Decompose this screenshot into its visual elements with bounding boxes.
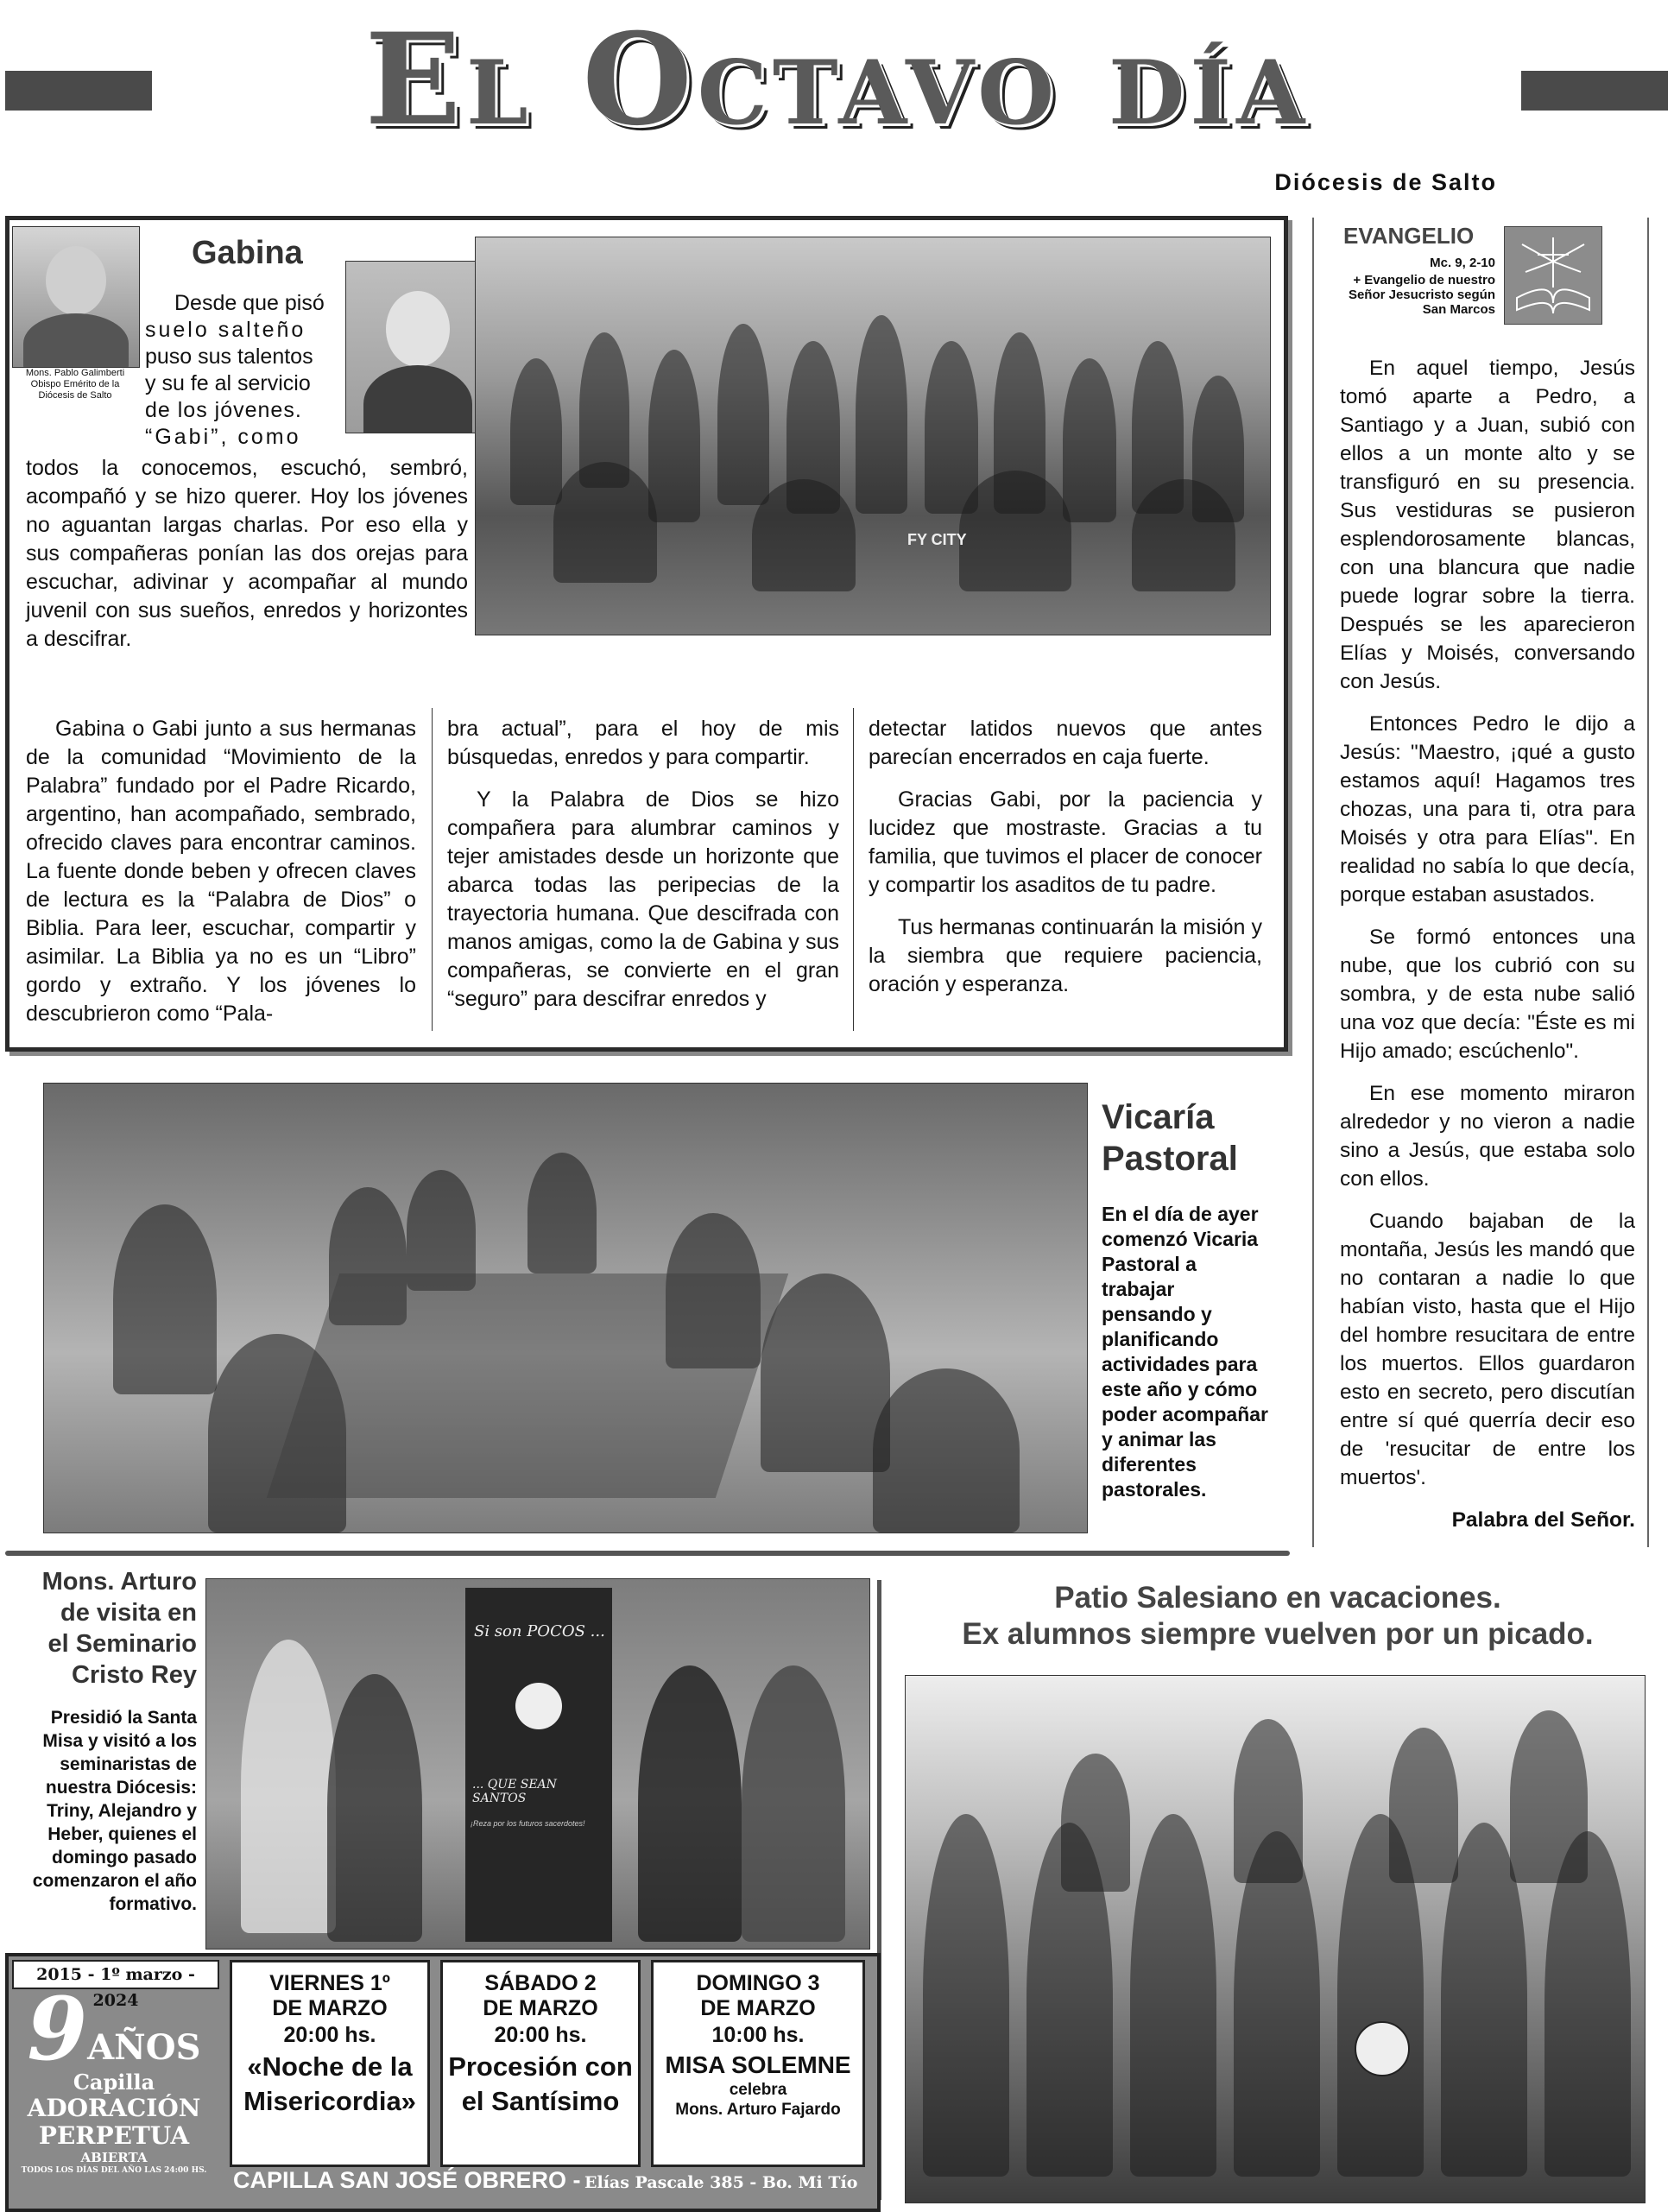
event-title: MISA SOLEMNE [665,2051,851,2078]
gabina-intro-rest: todos la conocemos, escuchó, sembró, acompañó y se hizo querer. Hoy los jóvenes no aguantan largas charlas. Por eso ella y sus compañeras ponían las dos orejas para escuchar, adivinar y acompañar al mundo juvenil con sus sueños, enredos y horizontes a descifrar. [26,456,468,651]
event-title: «Noche de la [247,2051,413,2082]
event-month: DE MARZO [272,1996,388,2020]
author-portrait [12,226,140,368]
patio-photo [905,1675,1646,2203]
event-time: 10:00 hs. [711,2023,805,2047]
evangelio-closing: Palabra del Señor. [1451,1508,1635,1532]
gabina-col3-p2: Gracias Gabi, por la paciencia y lucidez que mostraste. Gracias a tu familia, que tuvimos el placer de conocer y compartir los asaditos de tu padre. [869,787,1262,897]
vicaria-title-line2: Pastoral [1102,1140,1238,1178]
youth-group-photo [475,237,1271,635]
ad-years-word: AÑOS [87,2027,201,2068]
ad-dates: 2015 - 1º marzo - 2024 [12,1960,219,1989]
seminario-body: Presidió la Santa Misa y visitó a los seminaristas de nuestra Diócesis: Triny, Alejandro y Heber, quienes el domingo pasado comenzaron el año formativo. [32,1708,197,1914]
event-title: Misericordia» [243,2086,416,2116]
ad-footer-address: Elías Pascale 385 - Bo. Mi Tío [584,2173,858,2192]
event-note: celebra [729,2081,787,2099]
intro-line: suelo salteño [145,318,306,342]
column-divider [432,708,433,1031]
seminario-title [12,1566,197,1691]
intro-line: de los jóvenes. [145,398,302,422]
event-card [440,1960,641,2167]
event-title: el Santísimo [461,2086,620,2116]
patio-title [889,1580,1666,1653]
ad-years [14,1978,214,2080]
intro-line: puso sus talentos [145,344,313,369]
ad-abierta-sub: TODOS LOS DÍAS DEL AÑO LAS 24:00 HS. [21,2166,207,2175]
masthead-title: El Octavo día [364,6,1311,154]
ad-capilla-word: Capilla [73,2070,155,2095]
ad-footer [233,2167,863,2194]
event-day: SÁBADO 2 [484,1971,597,1995]
vicaria-body: En el día de ayer comenzó Vicaria Pastoral a trabajar pensando y planificando actividades para este año y cómo poder acompañar y animar las diferentes pastorales. [1102,1203,1268,1501]
gabina-col2-p1: bra actual”, para el hoy de mis búsquedas, enredos y para compartir. [447,717,839,769]
event-day: DOMINGO 3 [696,1971,820,1995]
seminario-title-line: Cristo Rey [71,1661,197,1689]
evangelio-p2: Entonces Pedro le dijo a Jesús: "Maestro, ¡qué a gusto estamos aquí! Hagamos tres chozas, una para ti, otra para Moisés y otra para Elías". En realidad no sabía lo que decía, porque estaban asustados. [1340,712,1635,907]
banner-top-text: Si son POCOS ... [474,1622,605,1640]
evangelio-p5: Cuando bajaban de la montaña, Jesús les mandó que no contaran a nadie lo que habían visto, hasta que el Hijo del hombre resucitara de entre los muertos. Ellos guardaron esto en secreto, pero discutían entre sí qué querría decir eso de 'resucitar de entre los muertos'. [1340,1210,1635,1489]
patio-title-line1: Patio Salesiano en vacaciones. [1054,1581,1501,1615]
banner-small-text: ¡Reza por los futuros sacerdotes! [471,1819,585,1828]
patio-title-line2: Ex alumnos siempre vuelven por un picado. [962,1617,1594,1651]
intro-line: y su fe al servicio [145,371,311,395]
ad-abierta: ABIERTA [80,2150,148,2165]
event-note: Mons. Arturo Fajardo [675,2101,841,2119]
shirt-print: FY CITY [907,531,967,548]
masthead-subtitle: Diócesis de Salto [1274,169,1497,195]
evangelio-label: EVANGELIO [1343,223,1475,249]
intro-line: Desde que pisó [174,291,325,315]
gabina-col3-p3: Tus hermanas continuarán la misión y la siembra que requiere paciencia, oración y esperanza. [869,915,1262,996]
evangelio-p4: En ese momento miraron alrededor y no vieron a nadie sino a Jesús, que estaba solo con ellos. [1340,1082,1635,1191]
ad-footer-main: CAPILLA SAN JOSÉ OBRERO - [233,2167,581,2193]
gabina-col3 [869,715,1262,1013]
masthead-bar-left [5,71,152,111]
gabi-portrait [345,261,490,433]
event-card [230,1960,430,2167]
evangelio-p1: En aquel tiempo, Jesús tomó aparte a Pedro, a Santiago y a Juan, subió con ellos a un monte alto y se transfiguró en su presencia. Sus vestiduras se pusieron esplendorosamente blancas, con una blancura que nadie puede lograr sobre la tierra. Después se les aparecieron Elías y Moisés, conversando con Jesús. [1340,357,1635,693]
gabina-col3-p1: detectar latidos nuevos que antes parecían encerrados en caja fuerte. [869,717,1262,769]
gabina-col2-p2: Y la Palabra de Dios se hizo compañera para alumbrar caminos y tejer amistades desde un horizonte que abarca todas las peripecias de la trayectoria humana. Que descifrada con manos amigas, como la de Gabina y sus compañeras, se convierte en el gran “seguro” para descifrar enredos y [447,787,839,1011]
meeting-table [267,1273,788,1498]
soccer-ball-icon [1355,2021,1410,2076]
seminario-title-line: Mons. Arturo [41,1568,197,1596]
event-title: Procesión con [448,2051,633,2082]
seminario-title-line: de visita en [60,1599,197,1627]
host-icon [515,1683,562,1729]
masthead-bar-right [1521,71,1668,111]
gabina-col2 [447,715,839,1027]
section-rule [5,1551,1290,1556]
vicaria-title [1102,1097,1238,1179]
gabina-col1-text: Gabina o Gabi junto a sus hermanas de la comunidad “Movimiento de la Palabra” fundado por el Padre Ricardo, argentino, han acompañado, sembrado, ofrecido claves para encontrar caminos. La fuente donde beben y ofrecen claves de lectura es la “Palabra de Dios” o Biblia. Para leer, escuchar, compartir y asimilar. La Biblia ya no es un “Libro” gordo y extraño. Y los jóvenes lo descubrieron como “Pala- [26,717,416,1026]
evangelio-ref2: + Evangelio de nuestro Señor Jesucristo según San Marcos [1348,273,1495,317]
intro-line: “Gabi”, como [145,425,301,449]
roll-up-banner [465,1588,612,1942]
evangelio-ref: Mc. 9, 2-10 [1430,256,1495,270]
evangelio-p3: Se formó entonces una nube, que los cubrió con su sombra, y de esta nube salió una voz que decía: "Éste es mi Hijo amado; escúchenlo". [1340,926,1635,1063]
gabina-intro [145,290,342,451]
gabina-title: Gabina [192,235,303,271]
ad-capilla [12,2070,216,2176]
ad-perpetua-word: PERPETUA [38,2121,190,2150]
vicaria-meeting-photo [43,1083,1088,1533]
seminario-photo [205,1578,870,1950]
ad-adoracion-word: ADORACIÓN [27,2094,201,2122]
author-caption: Mons. Pablo Galimberti Obispo Emérito de la Diócesis de Salto [25,368,125,401]
vicaria-title-line1: Vicaría [1102,1098,1215,1136]
event-day: VIERNES 1º [269,1971,390,1995]
gabina-col1 [26,715,416,1042]
seminario-title-line: el Seminario [47,1630,197,1658]
event-time: 20:00 hs. [494,2023,587,2047]
ad-years-number: 9 [27,1978,88,2080]
event-time: 20:00 hs. [283,2023,376,2047]
column-divider [853,708,854,1031]
event-month: DE MARZO [483,1996,598,2020]
evangelio-text [1340,354,1635,1548]
event-card [651,1960,865,2167]
event-month: DE MARZO [700,1996,816,2020]
bible-cross-icon [1504,226,1602,325]
banner-bottom-text: ... QUE SEAN SANTOS [472,1778,557,1805]
